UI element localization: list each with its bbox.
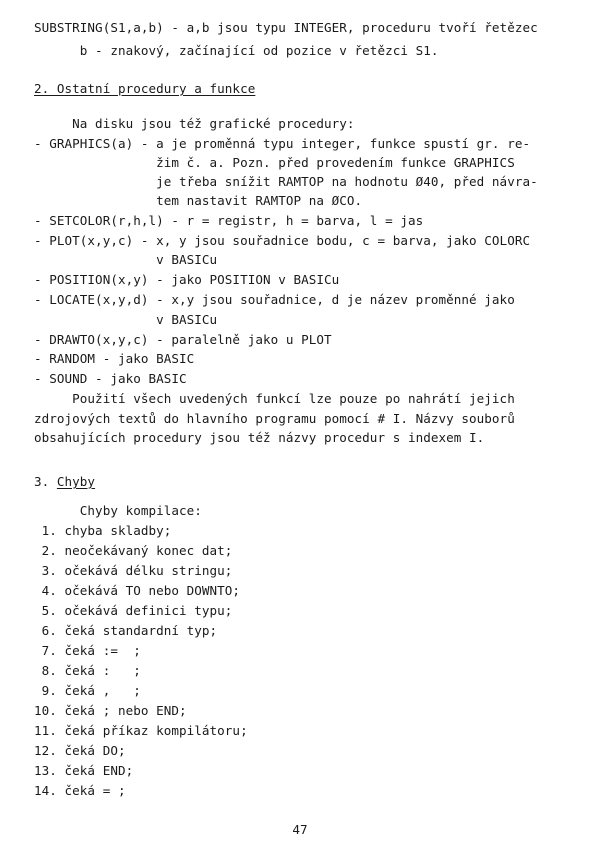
list-item: 14. čeká = ; [34, 783, 126, 798]
text-line: - SOUND - jako BASIC [34, 371, 187, 386]
list-item: 3. očekává délku stringu; [34, 563, 233, 578]
text-line: SUBSTRING(S1,a,b) - a,b jsou typu INTEGER, proceduru tvoří řetězec [34, 20, 538, 35]
list-item: 9. čeká , ; [34, 683, 141, 698]
page-number: 47 [292, 822, 308, 837]
text-line: Použití všech uvedených funkcí lze pouze po nahrátí jejich [34, 391, 515, 406]
section-heading: 2. Ostatní procedury a funkce [34, 81, 256, 96]
text-line: Chyby kompilace: [34, 503, 202, 518]
section-heading-label: Chyby [56, 474, 96, 489]
text-line: - GRAPHICS(a) - a je proměnná typu integer, funkce spustí gr. re- [34, 136, 531, 151]
list-item: 6. čeká standardní typ; [34, 623, 218, 638]
text-line: zdrojových textů do hlavního programu pomocí # I. Názvy souborů [34, 411, 515, 426]
list-item: 2. neočekávaný konec dat; [34, 543, 233, 558]
text-line: tem nastavit RAMTOP na ØCO. [34, 193, 363, 208]
text-line: žim č. a. Pozn. před provedením funkce GRAPHICS [34, 155, 515, 170]
text-line: - POSITION(x,y) - jako POSITION v BASICu [34, 272, 340, 287]
text-line: - SETCOLOR(r,h,l) - r = registr, h = barva, l = jas [34, 213, 424, 228]
text-line: v BASICu [34, 312, 218, 327]
list-item: 4. očekává TO nebo DOWNTO; [34, 583, 241, 598]
list-item: 7. čeká := ; [34, 643, 141, 658]
list-item: 12. čeká DO; [34, 743, 126, 758]
list-item: 8. čeká : ; [34, 663, 141, 678]
list-item: 10. čeká ; nebo END; [34, 703, 187, 718]
text-line: obsahujících procedury jsou též názvy procedur s indexem I. [34, 430, 485, 445]
section-heading: 3. Chyby [34, 474, 96, 489]
text-line: v BASICu [34, 252, 218, 267]
list-item: 11. čeká příkaz kompilátoru; [34, 723, 248, 738]
text-line: Na disku jsou též grafické procedury: [34, 116, 355, 131]
text-line: - PLOT(x,y,c) - x, y jsou souřadnice bodu, c = barva, jako COLORC [34, 233, 531, 248]
list-item: 1. chyba skladby; [34, 523, 172, 538]
text-line: b - znakový, začínající od pozice v řetězci S1. [34, 43, 439, 58]
list-item: 5. očekává definici typu; [34, 603, 233, 618]
text-line: - DRAWTO(x,y,c) - paralelně jako u PLOT [34, 332, 332, 347]
text-line: - LOCATE(x,y,d) - x,y jsou souřadnice, d je název proměnné jako [34, 292, 515, 307]
text-line: je třeba snížit RAMTOP na hodnotu Ø40, před návra- [34, 174, 538, 189]
list-item: 13. čeká END; [34, 763, 134, 778]
text-line: - RANDOM - jako BASIC [34, 351, 195, 366]
